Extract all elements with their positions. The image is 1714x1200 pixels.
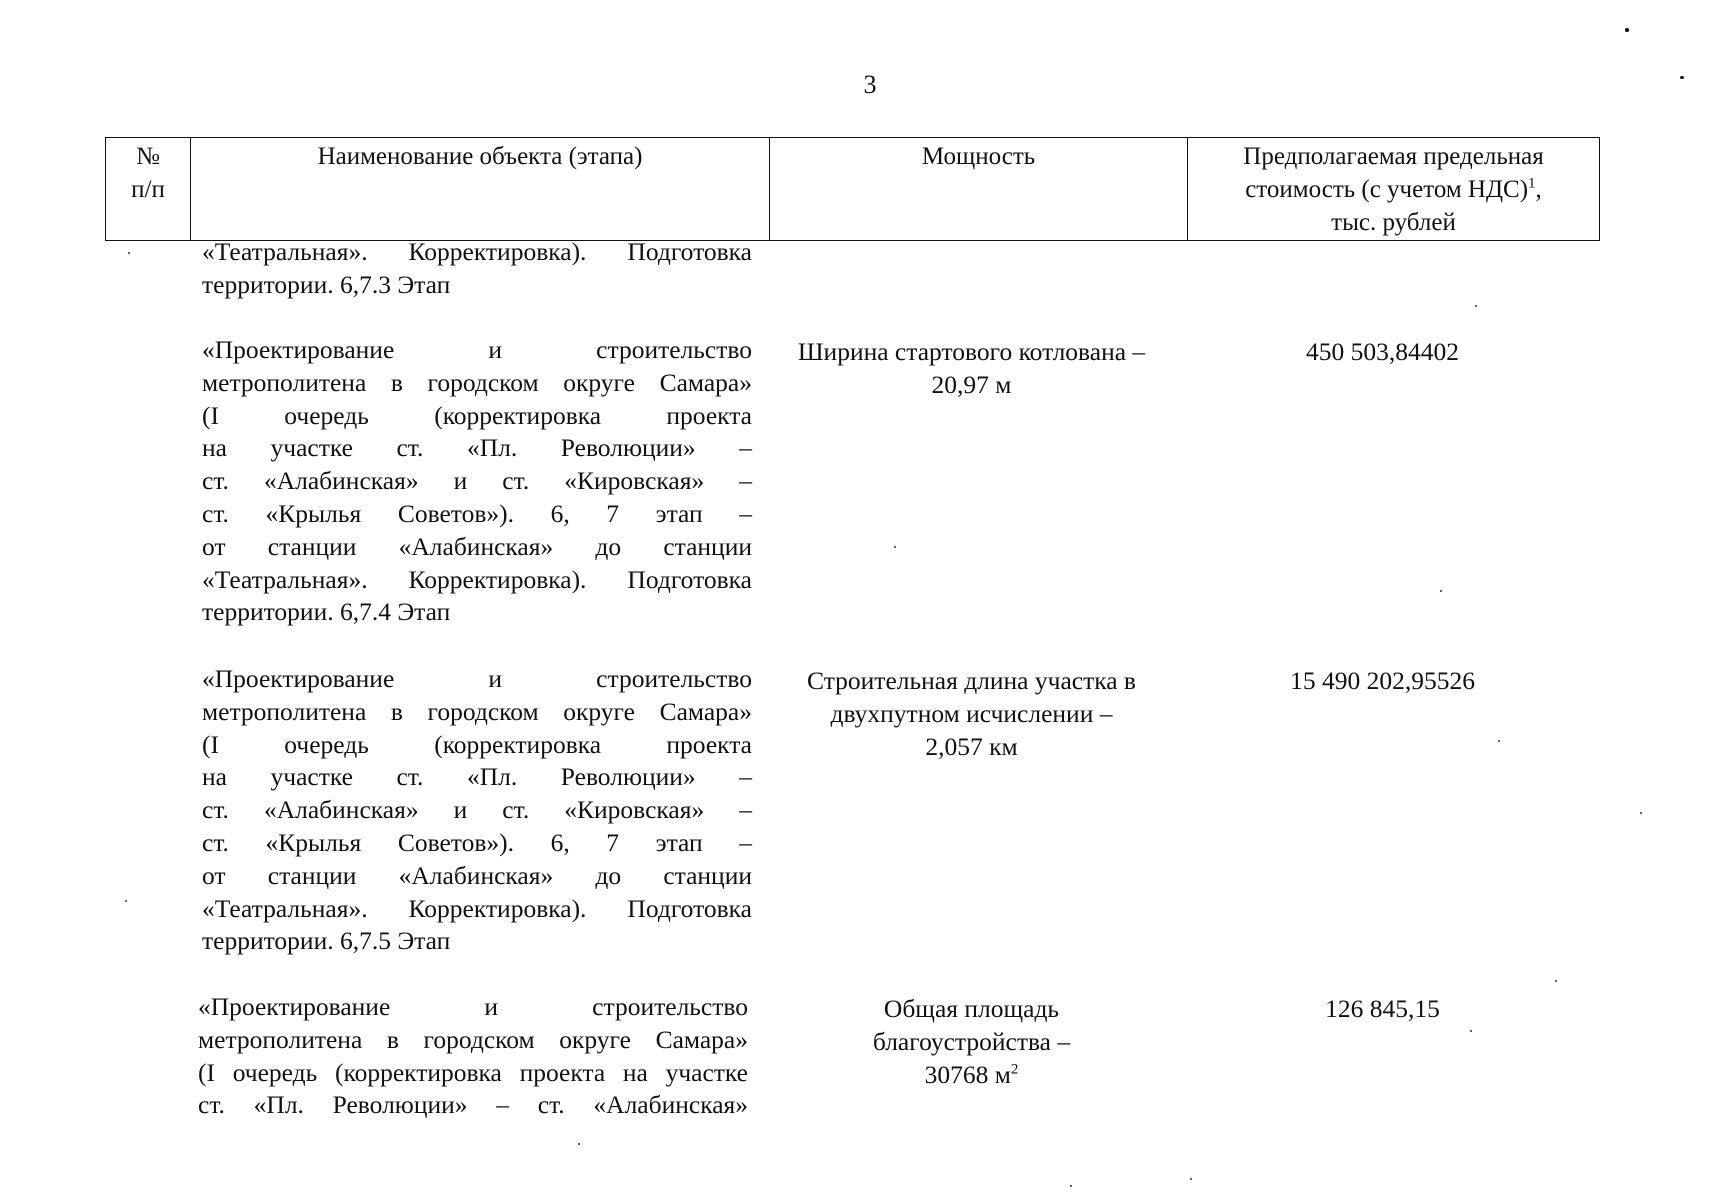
- row-3-cost: [1178, 993, 1587, 1026]
- scan-speck: [1190, 1178, 1192, 1180]
- row-2-cost-value: 15 490 202,95526: [1290, 666, 1475, 695]
- page-number: 3: [863, 70, 877, 99]
- row-1-name-line-6: от станции «Алабинская» до станции: [202, 531, 752, 561]
- row-2-power-line-2: 2,057 км: [925, 731, 1018, 761]
- header-cost-line2-text: стоимость (с учетом НДС): [1245, 176, 1529, 203]
- scan-speck: [1680, 76, 1684, 79]
- row-1-name-line-1: метрополитена в городском округе Самара»: [202, 367, 752, 397]
- row-3-power: [764, 993, 1179, 1091]
- header-cost-line1: Предполагаемая предельная: [1243, 143, 1544, 170]
- row-3-power-line-0: Общая площадь: [883, 994, 1060, 1023]
- row-3-cost-value: 126 845,15: [1325, 994, 1440, 1023]
- row-3-power-area-unit-exponent: 2: [1010, 1061, 1019, 1078]
- row-3-power-area-value: 30768 м: [924, 1059, 1011, 1089]
- header-power-label: Мощность: [921, 143, 1036, 170]
- scan-speck: [1470, 1030, 1472, 1032]
- row-2-name: [202, 663, 752, 958]
- row-1-cost: [1178, 336, 1587, 369]
- row-2-name-line-6: от станции «Алабинская» до станции: [202, 860, 752, 890]
- row-1-name-line-3: на участке ст. «Пл. Революции» –: [202, 433, 752, 463]
- scan-speck: [1070, 1185, 1072, 1187]
- header-number-label: № п/п: [131, 143, 165, 203]
- row-2-name-line-2: (I очередь (корректировка проекта: [202, 729, 752, 759]
- row-1-name-line-0: «Проектирование и строительство: [202, 335, 752, 364]
- row-2-power-line-0: Строительная длина участка в: [807, 666, 1136, 695]
- scan-speck: [1440, 590, 1442, 592]
- row-1-power-line-1: 20,97 м: [931, 369, 1012, 399]
- row-3-name-line-2: (I очередь (корректировка проекта на участке: [198, 1057, 748, 1087]
- row-1-power-line-0: Ширина стартового котлована –: [797, 337, 1146, 366]
- row-0-name-line-0: «Театральная». Корректировка). Подготовка: [202, 237, 752, 266]
- scan-speck: [1640, 812, 1642, 814]
- header-cost-footnote-mark: 1: [1528, 175, 1536, 192]
- row-2-name-line-7: «Театральная». Корректировка). Подготовка: [202, 893, 752, 923]
- row-1-name-line-5: ст. «Крылья Советов»). 6, 7 этап –: [202, 498, 752, 528]
- scan-speck: [1498, 740, 1500, 742]
- scan-speck: [578, 1143, 580, 1145]
- row-1-name-line-7: «Театральная». Корректировка). Подготовка: [202, 564, 752, 594]
- row-2-name-line-8: территории. 6,7.5 Этап: [202, 926, 451, 956]
- row-0-name: [202, 236, 752, 302]
- header-cost-line3: тыс. рублей: [1331, 209, 1456, 236]
- scan-speck: [1625, 28, 1629, 32]
- row-2-power: [764, 665, 1179, 763]
- row-1-name: [202, 334, 752, 629]
- row-2-power-line-1: двухпутном исчислении –: [830, 698, 1113, 728]
- row-1-name-line-8: территории. 6,7.4 Этап: [202, 597, 451, 627]
- scan-speck: [125, 900, 127, 902]
- header-cost-line2-comma: ,: [1535, 176, 1542, 203]
- row-0-name-line-1: территории. 6,7.3 Этап: [202, 269, 451, 299]
- scan-speck: [894, 546, 896, 548]
- row-3-power-line-1: благоустройства –: [872, 1026, 1071, 1056]
- row-2-name-line-4: ст. «Алабинская» и ст. «Кировская» –: [202, 795, 752, 825]
- scan-speck: [1475, 305, 1477, 307]
- row-2-name-line-0: «Проектирование и строительство: [202, 664, 752, 693]
- row-2-name-line-5: ст. «Крылья Советов»). 6, 7 этап –: [202, 827, 752, 857]
- row-2-name-line-1: метрополитена в городском округе Самара»: [202, 696, 752, 726]
- row-1-name-line-2: (I очередь (корректировка проекта: [202, 400, 752, 430]
- row-1-power: [764, 336, 1179, 402]
- row-1-name-line-4: ст. «Алабинская» и ст. «Кировская» –: [202, 466, 752, 496]
- row-3-name-line-0: «Проектирование и строительство: [198, 992, 748, 1021]
- row-3-name-line-3: ст. «Пл. Революции» – ст. «Алабинская»: [198, 1090, 748, 1120]
- row-3-power-line-2: [764, 1059, 1179, 1092]
- scan-speck: [128, 252, 130, 254]
- row-2-cost: [1178, 665, 1587, 698]
- row-3-name-line-1: метрополитена в городском округе Самара»: [198, 1024, 748, 1054]
- row-3-name: [198, 991, 748, 1122]
- row-2-name-line-3: на участке ст. «Пл. Революции» –: [202, 762, 752, 792]
- row-1-cost-value: 450 503,84402: [1306, 337, 1459, 366]
- scan-speck: [1555, 980, 1557, 982]
- header-name-label: Наименование объекта (этапа): [317, 143, 643, 170]
